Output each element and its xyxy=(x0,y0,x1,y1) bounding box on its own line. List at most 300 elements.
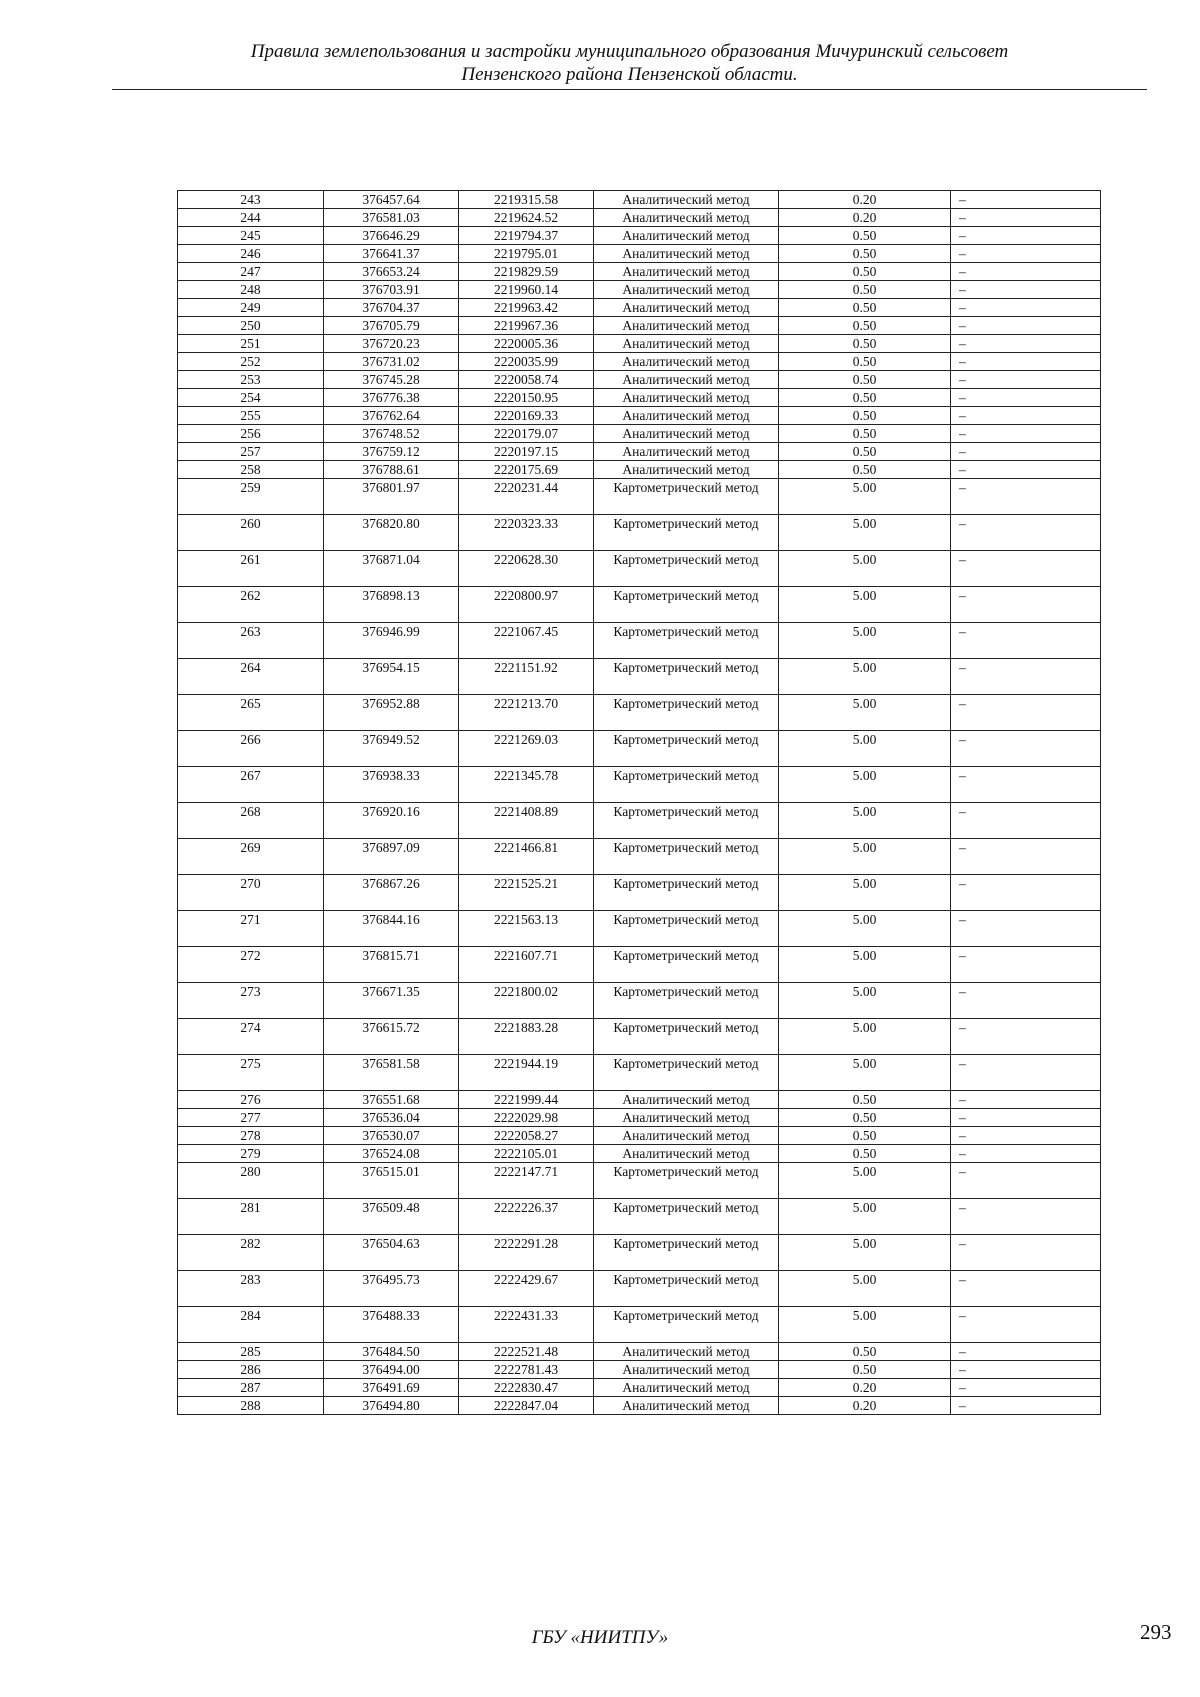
cell-x-coordinate: 376494.80 xyxy=(324,1397,459,1415)
cell-note: – xyxy=(951,695,1101,731)
cell-y-coordinate: 2219963.42 xyxy=(459,299,594,317)
table-row xyxy=(178,1163,1101,1199)
table-row xyxy=(178,443,1101,461)
cell-accuracy: 5.00 xyxy=(779,1055,951,1091)
cell-method: Картометрический метод xyxy=(594,1307,779,1343)
cell-y-coordinate: 2221883.28 xyxy=(459,1019,594,1055)
cell-y-coordinate: 2220058.74 xyxy=(459,371,594,389)
table-row xyxy=(178,1019,1101,1055)
cell-accuracy: 0.50 xyxy=(779,227,951,245)
cell-y-coordinate: 2222226.37 xyxy=(459,1199,594,1235)
cell-note: – xyxy=(951,443,1101,461)
cell-x-coordinate: 376946.99 xyxy=(324,623,459,659)
cell-accuracy: 0.50 xyxy=(779,1145,951,1163)
cell-y-coordinate: 2220323.33 xyxy=(459,515,594,551)
cell-y-coordinate: 2220169.33 xyxy=(459,407,594,425)
cell-method: Картометрический метод xyxy=(594,983,779,1019)
cell-point-number: 259 xyxy=(178,479,324,515)
table-row xyxy=(178,425,1101,443)
table-row xyxy=(178,1307,1101,1343)
table-row xyxy=(178,623,1101,659)
cell-accuracy: 5.00 xyxy=(779,1307,951,1343)
cell-note: – xyxy=(951,209,1101,227)
cell-note: – xyxy=(951,551,1101,587)
cell-x-coordinate: 376820.80 xyxy=(324,515,459,551)
cell-method: Картометрический метод xyxy=(594,911,779,947)
cell-accuracy: 0.20 xyxy=(779,1379,951,1397)
cell-method: Картометрический метод xyxy=(594,587,779,623)
cell-y-coordinate: 2221213.70 xyxy=(459,695,594,731)
cell-accuracy: 5.00 xyxy=(779,659,951,695)
table-row xyxy=(178,1199,1101,1235)
cell-point-number: 276 xyxy=(178,1091,324,1109)
cell-point-number: 256 xyxy=(178,425,324,443)
cell-accuracy: 0.50 xyxy=(779,371,951,389)
cell-x-coordinate: 376920.16 xyxy=(324,803,459,839)
cell-x-coordinate: 376720.23 xyxy=(324,335,459,353)
cell-note: – xyxy=(951,317,1101,335)
cell-x-coordinate: 376898.13 xyxy=(324,587,459,623)
table-row xyxy=(178,659,1101,695)
cell-note: – xyxy=(951,1091,1101,1109)
cell-method: Картометрический метод xyxy=(594,875,779,911)
cell-y-coordinate: 2221269.03 xyxy=(459,731,594,767)
cell-y-coordinate: 2222147.71 xyxy=(459,1163,594,1199)
table-row xyxy=(178,227,1101,245)
cell-point-number: 247 xyxy=(178,263,324,281)
cell-x-coordinate: 376897.09 xyxy=(324,839,459,875)
cell-x-coordinate: 376801.97 xyxy=(324,479,459,515)
cell-method: Аналитический метод xyxy=(594,317,779,335)
cell-accuracy: 0.20 xyxy=(779,209,951,227)
cell-y-coordinate: 2222291.28 xyxy=(459,1235,594,1271)
table-row xyxy=(178,1361,1101,1379)
cell-note: – xyxy=(951,767,1101,803)
cell-x-coordinate: 376504.63 xyxy=(324,1235,459,1271)
table-row xyxy=(178,515,1101,551)
cell-method: Картометрический метод xyxy=(594,1271,779,1307)
cell-x-coordinate: 376515.01 xyxy=(324,1163,459,1199)
cell-method: Аналитический метод xyxy=(594,209,779,227)
cell-point-number: 281 xyxy=(178,1199,324,1235)
cell-x-coordinate: 376745.28 xyxy=(324,371,459,389)
cell-method: Аналитический метод xyxy=(594,407,779,425)
cell-accuracy: 5.00 xyxy=(779,1163,951,1199)
cell-accuracy: 0.50 xyxy=(779,245,951,263)
cell-x-coordinate: 376844.16 xyxy=(324,911,459,947)
cell-y-coordinate: 2221067.45 xyxy=(459,623,594,659)
table-row xyxy=(178,299,1101,317)
cell-note: – xyxy=(951,245,1101,263)
cell-accuracy: 0.50 xyxy=(779,1343,951,1361)
cell-y-coordinate: 2219624.52 xyxy=(459,209,594,227)
cell-x-coordinate: 376484.50 xyxy=(324,1343,459,1361)
cell-note: – xyxy=(951,1379,1101,1397)
table-row xyxy=(178,767,1101,803)
cell-y-coordinate: 2221525.21 xyxy=(459,875,594,911)
cell-point-number: 254 xyxy=(178,389,324,407)
cell-method: Картометрический метод xyxy=(594,1019,779,1055)
table-row xyxy=(178,587,1101,623)
cell-y-coordinate: 2221408.89 xyxy=(459,803,594,839)
cell-method: Аналитический метод xyxy=(594,425,779,443)
cell-method: Аналитический метод xyxy=(594,1145,779,1163)
cell-x-coordinate: 376536.04 xyxy=(324,1109,459,1127)
table-row xyxy=(178,209,1101,227)
cell-note: – xyxy=(951,1271,1101,1307)
table-row xyxy=(178,695,1101,731)
cell-point-number: 273 xyxy=(178,983,324,1019)
cell-y-coordinate: 2220179.07 xyxy=(459,425,594,443)
cell-x-coordinate: 376731.02 xyxy=(324,353,459,371)
cell-point-number: 283 xyxy=(178,1271,324,1307)
cell-y-coordinate: 2219967.36 xyxy=(459,317,594,335)
cell-method: Аналитический метод xyxy=(594,1091,779,1109)
cell-y-coordinate: 2221466.81 xyxy=(459,839,594,875)
cell-y-coordinate: 2221563.13 xyxy=(459,911,594,947)
cell-y-coordinate: 2220005.36 xyxy=(459,335,594,353)
cell-method: Аналитический метод xyxy=(594,389,779,407)
cell-method: Аналитический метод xyxy=(594,461,779,479)
cell-accuracy: 0.50 xyxy=(779,1109,951,1127)
table-row xyxy=(178,1109,1101,1127)
cell-accuracy: 0.50 xyxy=(779,389,951,407)
cell-x-coordinate: 376551.68 xyxy=(324,1091,459,1109)
coordinates-table xyxy=(177,190,1101,1415)
cell-y-coordinate: 2222781.43 xyxy=(459,1361,594,1379)
table-row xyxy=(178,317,1101,335)
cell-method: Аналитический метод xyxy=(594,191,779,209)
cell-method: Картометрический метод xyxy=(594,695,779,731)
cell-x-coordinate: 376509.48 xyxy=(324,1199,459,1235)
cell-y-coordinate: 2222847.04 xyxy=(459,1397,594,1415)
cell-accuracy: 5.00 xyxy=(779,551,951,587)
cell-note: – xyxy=(951,839,1101,875)
cell-y-coordinate: 2222830.47 xyxy=(459,1379,594,1397)
table-row xyxy=(178,1091,1101,1109)
cell-x-coordinate: 376646.29 xyxy=(324,227,459,245)
cell-note: – xyxy=(951,803,1101,839)
cell-x-coordinate: 376705.79 xyxy=(324,317,459,335)
cell-y-coordinate: 2219794.37 xyxy=(459,227,594,245)
cell-note: – xyxy=(951,875,1101,911)
cell-accuracy: 5.00 xyxy=(779,1271,951,1307)
table-row xyxy=(178,1397,1101,1415)
cell-accuracy: 5.00 xyxy=(779,875,951,911)
cell-x-coordinate: 376615.72 xyxy=(324,1019,459,1055)
cell-point-number: 258 xyxy=(178,461,324,479)
cell-x-coordinate: 376867.26 xyxy=(324,875,459,911)
cell-note: – xyxy=(951,425,1101,443)
cell-method: Аналитический метод xyxy=(594,263,779,281)
cell-method: Картометрический метод xyxy=(594,1163,779,1199)
cell-accuracy: 0.50 xyxy=(779,407,951,425)
cell-note: – xyxy=(951,1019,1101,1055)
cell-method: Картометрический метод xyxy=(594,947,779,983)
cell-method: Аналитический метод xyxy=(594,443,779,461)
cell-note: – xyxy=(951,299,1101,317)
cell-method: Аналитический метод xyxy=(594,1127,779,1145)
cell-point-number: 251 xyxy=(178,335,324,353)
cell-accuracy: 0.50 xyxy=(779,461,951,479)
cell-note: – xyxy=(951,1397,1101,1415)
table-row xyxy=(178,1271,1101,1307)
cell-point-number: 279 xyxy=(178,1145,324,1163)
cell-note: – xyxy=(951,1199,1101,1235)
cell-y-coordinate: 2220150.95 xyxy=(459,389,594,407)
cell-method: Аналитический метод xyxy=(594,335,779,353)
cell-accuracy: 5.00 xyxy=(779,767,951,803)
cell-note: – xyxy=(951,1343,1101,1361)
cell-accuracy: 0.50 xyxy=(779,1361,951,1379)
cell-accuracy: 0.50 xyxy=(779,353,951,371)
cell-method: Аналитический метод xyxy=(594,1343,779,1361)
cell-x-coordinate: 376671.35 xyxy=(324,983,459,1019)
cell-note: – xyxy=(951,1235,1101,1271)
cell-accuracy: 0.20 xyxy=(779,1397,951,1415)
cell-point-number: 271 xyxy=(178,911,324,947)
cell-accuracy: 5.00 xyxy=(779,983,951,1019)
cell-method: Картометрический метод xyxy=(594,767,779,803)
cell-y-coordinate: 2222521.48 xyxy=(459,1343,594,1361)
cell-x-coordinate: 376581.58 xyxy=(324,1055,459,1091)
cell-note: – xyxy=(951,1127,1101,1145)
table-row xyxy=(178,245,1101,263)
cell-note: – xyxy=(951,1163,1101,1199)
cell-method: Картометрический метод xyxy=(594,551,779,587)
cell-point-number: 250 xyxy=(178,317,324,335)
cell-point-number: 246 xyxy=(178,245,324,263)
cell-note: – xyxy=(951,983,1101,1019)
cell-accuracy: 5.00 xyxy=(779,1235,951,1271)
cell-note: – xyxy=(951,227,1101,245)
cell-method: Картометрический метод xyxy=(594,623,779,659)
cell-x-coordinate: 376703.91 xyxy=(324,281,459,299)
footer-org: ГБУ «НИИТПУ» xyxy=(531,1627,669,1648)
table-row xyxy=(178,1235,1101,1271)
cell-method: Аналитический метод xyxy=(594,299,779,317)
cell-method: Картометрический метод xyxy=(594,839,779,875)
cell-x-coordinate: 376581.03 xyxy=(324,209,459,227)
cell-x-coordinate: 376776.38 xyxy=(324,389,459,407)
cell-accuracy: 5.00 xyxy=(779,947,951,983)
cell-note: – xyxy=(951,479,1101,515)
cell-point-number: 263 xyxy=(178,623,324,659)
cell-x-coordinate: 376871.04 xyxy=(324,551,459,587)
header-divider xyxy=(112,89,1147,90)
cell-point-number: 257 xyxy=(178,443,324,461)
cell-note: – xyxy=(951,371,1101,389)
cell-method: Аналитический метод xyxy=(594,281,779,299)
cell-accuracy: 0.50 xyxy=(779,263,951,281)
table-row xyxy=(178,947,1101,983)
cell-accuracy: 5.00 xyxy=(779,911,951,947)
header-line-1: Правила землепользования и застройки муниципального образования Мичуринский сельсовет xyxy=(250,41,1009,62)
cell-point-number: 249 xyxy=(178,299,324,317)
cell-y-coordinate: 2220800.97 xyxy=(459,587,594,623)
table-row xyxy=(178,191,1101,209)
cell-point-number: 277 xyxy=(178,1109,324,1127)
cell-y-coordinate: 2221151.92 xyxy=(459,659,594,695)
cell-y-coordinate: 2222029.98 xyxy=(459,1109,594,1127)
table-row xyxy=(178,281,1101,299)
cell-y-coordinate: 2222105.01 xyxy=(459,1145,594,1163)
cell-y-coordinate: 2222058.27 xyxy=(459,1127,594,1145)
cell-note: – xyxy=(951,659,1101,695)
cell-note: – xyxy=(951,587,1101,623)
cell-note: – xyxy=(951,335,1101,353)
cell-accuracy: 5.00 xyxy=(779,731,951,767)
table-row xyxy=(178,1055,1101,1091)
cell-point-number: 253 xyxy=(178,371,324,389)
cell-method: Аналитический метод xyxy=(594,353,779,371)
cell-accuracy: 0.50 xyxy=(779,335,951,353)
cell-x-coordinate: 376788.61 xyxy=(324,461,459,479)
cell-y-coordinate: 2220175.69 xyxy=(459,461,594,479)
cell-point-number: 260 xyxy=(178,515,324,551)
cell-accuracy: 5.00 xyxy=(779,1019,951,1055)
cell-accuracy: 0.50 xyxy=(779,299,951,317)
cell-point-number: 261 xyxy=(178,551,324,587)
cell-note: – xyxy=(951,281,1101,299)
cell-method: Картометрический метод xyxy=(594,731,779,767)
cell-y-coordinate: 2219315.58 xyxy=(459,191,594,209)
cell-method: Картометрический метод xyxy=(594,515,779,551)
cell-note: – xyxy=(951,407,1101,425)
cell-point-number: 280 xyxy=(178,1163,324,1199)
cell-y-coordinate: 2219829.59 xyxy=(459,263,594,281)
cell-y-coordinate: 2221999.44 xyxy=(459,1091,594,1109)
table-row xyxy=(178,479,1101,515)
cell-y-coordinate: 2222429.67 xyxy=(459,1271,594,1307)
running-header xyxy=(112,40,1147,86)
cell-method: Картометрический метод xyxy=(594,803,779,839)
cell-point-number: 266 xyxy=(178,731,324,767)
cell-method: Аналитический метод xyxy=(594,227,779,245)
table-row xyxy=(178,1343,1101,1361)
cell-x-coordinate: 376949.52 xyxy=(324,731,459,767)
cell-method: Картометрический метод xyxy=(594,659,779,695)
cell-note: – xyxy=(951,1109,1101,1127)
cell-point-number: 288 xyxy=(178,1397,324,1415)
table-row xyxy=(178,839,1101,875)
cell-point-number: 287 xyxy=(178,1379,324,1397)
cell-accuracy: 0.50 xyxy=(779,443,951,461)
cell-note: – xyxy=(951,947,1101,983)
cell-note: – xyxy=(951,191,1101,209)
cell-y-coordinate: 2221944.19 xyxy=(459,1055,594,1091)
cell-note: – xyxy=(951,731,1101,767)
cell-point-number: 274 xyxy=(178,1019,324,1055)
cell-accuracy: 5.00 xyxy=(779,803,951,839)
cell-x-coordinate: 376524.08 xyxy=(324,1145,459,1163)
cell-point-number: 282 xyxy=(178,1235,324,1271)
cell-method: Картометрический метод xyxy=(594,1199,779,1235)
cell-point-number: 267 xyxy=(178,767,324,803)
cell-x-coordinate: 376641.37 xyxy=(324,245,459,263)
cell-method: Аналитический метод xyxy=(594,1379,779,1397)
cell-method: Картометрический метод xyxy=(594,479,779,515)
cell-point-number: 285 xyxy=(178,1343,324,1361)
cell-accuracy: 5.00 xyxy=(779,1199,951,1235)
table-row xyxy=(178,551,1101,587)
cell-point-number: 268 xyxy=(178,803,324,839)
cell-note: – xyxy=(951,353,1101,371)
header-line-2: Пензенского района Пензенской области. xyxy=(461,64,798,85)
cell-x-coordinate: 376495.73 xyxy=(324,1271,459,1307)
cell-y-coordinate: 2220628.30 xyxy=(459,551,594,587)
table-row xyxy=(178,263,1101,281)
cell-y-coordinate: 2222431.33 xyxy=(459,1307,594,1343)
cell-point-number: 252 xyxy=(178,353,324,371)
cell-y-coordinate: 2221345.78 xyxy=(459,767,594,803)
cell-accuracy: 5.00 xyxy=(779,479,951,515)
table-row xyxy=(178,983,1101,1019)
cell-point-number: 264 xyxy=(178,659,324,695)
cell-point-number: 278 xyxy=(178,1127,324,1145)
cell-x-coordinate: 376457.64 xyxy=(324,191,459,209)
cell-point-number: 248 xyxy=(178,281,324,299)
cell-y-coordinate: 2220197.15 xyxy=(459,443,594,461)
cell-method: Аналитический метод xyxy=(594,1361,779,1379)
table-row xyxy=(178,335,1101,353)
cell-accuracy: 5.00 xyxy=(779,587,951,623)
cell-accuracy: 5.00 xyxy=(779,839,951,875)
cell-x-coordinate: 376748.52 xyxy=(324,425,459,443)
cell-x-coordinate: 376530.07 xyxy=(324,1127,459,1145)
cell-point-number: 269 xyxy=(178,839,324,875)
table-row xyxy=(178,911,1101,947)
cell-y-coordinate: 2220035.99 xyxy=(459,353,594,371)
cell-y-coordinate: 2219795.01 xyxy=(459,245,594,263)
table-row xyxy=(178,371,1101,389)
cell-note: – xyxy=(951,389,1101,407)
cell-point-number: 245 xyxy=(178,227,324,245)
cell-point-number: 275 xyxy=(178,1055,324,1091)
cell-note: – xyxy=(951,1055,1101,1091)
cell-point-number: 244 xyxy=(178,209,324,227)
table-row xyxy=(178,1379,1101,1397)
cell-accuracy: 5.00 xyxy=(779,515,951,551)
cell-x-coordinate: 376704.37 xyxy=(324,299,459,317)
cell-method: Картометрический метод xyxy=(594,1055,779,1091)
cell-x-coordinate: 376494.00 xyxy=(324,1361,459,1379)
cell-note: – xyxy=(951,623,1101,659)
cell-note: – xyxy=(951,911,1101,947)
cell-point-number: 284 xyxy=(178,1307,324,1343)
cell-note: – xyxy=(951,1307,1101,1343)
cell-x-coordinate: 376762.64 xyxy=(324,407,459,425)
table-row xyxy=(178,731,1101,767)
cell-accuracy: 0.50 xyxy=(779,281,951,299)
coordinates-table-body xyxy=(178,191,1101,1415)
table-row xyxy=(178,803,1101,839)
cell-point-number: 286 xyxy=(178,1361,324,1379)
cell-note: – xyxy=(951,1145,1101,1163)
table-row xyxy=(178,1145,1101,1163)
cell-point-number: 255 xyxy=(178,407,324,425)
cell-point-number: 243 xyxy=(178,191,324,209)
cell-accuracy: 5.00 xyxy=(779,623,951,659)
table-row xyxy=(178,407,1101,425)
cell-note: – xyxy=(951,1361,1101,1379)
cell-accuracy: 5.00 xyxy=(779,695,951,731)
cell-x-coordinate: 376815.71 xyxy=(324,947,459,983)
cell-accuracy: 0.50 xyxy=(779,425,951,443)
page-number: 293 xyxy=(1140,1620,1172,1644)
table-row xyxy=(178,461,1101,479)
cell-note: – xyxy=(951,515,1101,551)
